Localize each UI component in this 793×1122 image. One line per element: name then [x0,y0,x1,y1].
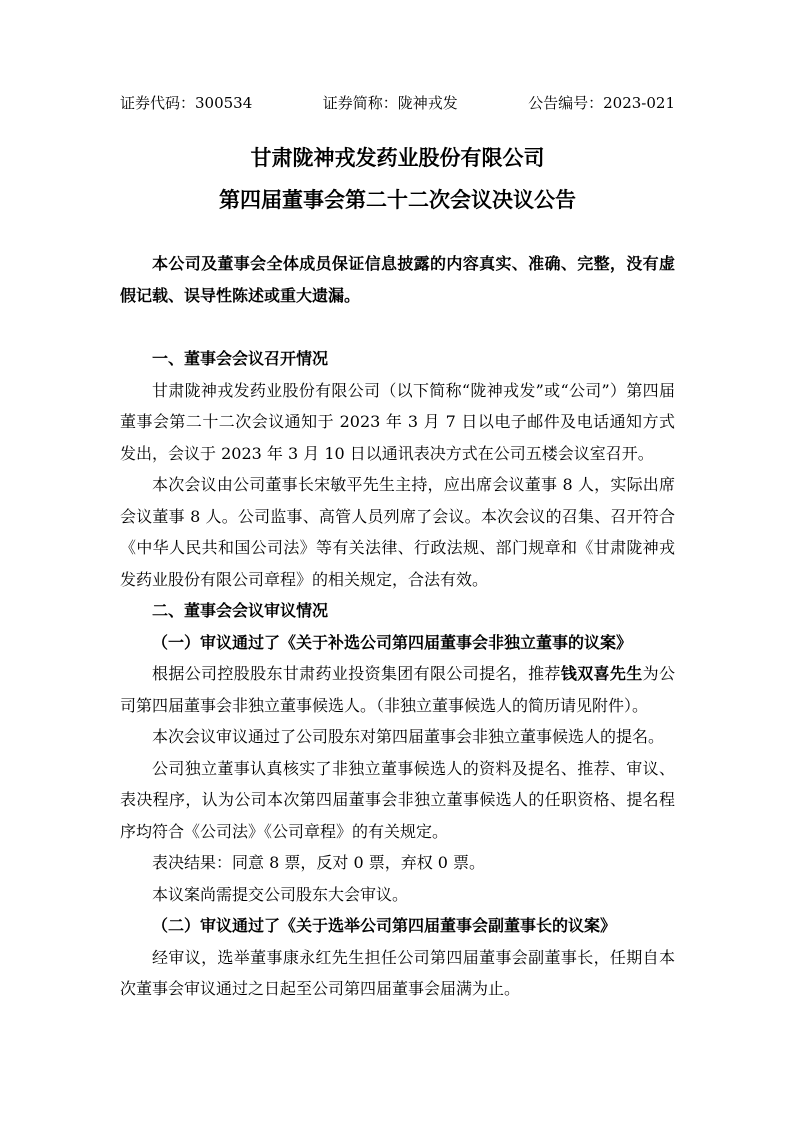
nomination-text-suffix: 为公司第四届董事会非独立董事候选人。（非独立董事候选人的简历请见附件）。 [120,664,675,715]
nomination-text-prefix: 根据公司控股股东甘肃药业投资集团有限公司提名，推荐 [152,664,561,683]
vote-result-item-1: 表决结果：同意 8 票，反对 0 票，弃权 0 票。 [152,853,486,872]
stock-abbreviation: 证券简称：陇神戎发 [322,94,458,112]
paragraph-nomination-approval: 本次会议审议通过了公司股东对第四届董事会非独立董事候选人的提名。 [152,727,665,746]
candidate-name: 钱双喜先生 [560,664,643,683]
announcement-number: 公告编号：2023-021 [528,94,675,112]
paragraph-shareholder-meeting-note: 本议案尚需提交公司股东大会审议。 [152,884,409,904]
section-2-heading: 二、董事会会议审议情况 [152,601,329,620]
paragraph-meeting-attendance: 本次会议由公司董事长宋敏平先生主持，应出席会议董事 8 人，实际出席会议董事 8 人。公司监事、高管人员列席了会议。本次会议的召集、召开符合《中华人民共和国公司法》等有关法律、行政法规、部门规章和《甘肃陇神戎发药业股份有限公司章程》的相关规定，合法有效。 [120,475,675,589]
paragraph-director-nomination [120,658,675,721]
company-name-title-line: 甘肃陇神戎发药业股份有限公司 [250,145,545,170]
document-title [120,137,675,221]
paragraph-vice-chairman-election: 经审议，选举董事康永红先生担任公司第四届董事会副董事长，任期自本次董事会审议通过之日起至公司第四届董事会届满为止。 [120,947,675,998]
disclaimer-statement: 本公司及董事会全体成员保证信息披露的内容真实、准确、完整，没有虚假记载、误导性陈述或重大遗漏。 [120,254,675,305]
stock-code: 证券代码：300534 [120,94,253,112]
item-2-heading: （二）审议通过了《关于选举公司第四届董事会副董事长的议案》 [152,916,617,935]
meeting-resolution-title-line: 第四届董事会第二十二次会议决议公告 [219,187,576,212]
paragraph-meeting-notice: 甘肃陇神戎发药业股份有限公司（以下简称“陇神戎发”或“公司”）第四届董事会第二十二次会议通知于 2023 年 3 月 7 日以电子邮件及电话通知方式发出，会议于 2023 年 3 月 10 日以通讯表决方式在公司五楼会议室召开。 [120,380,675,463]
document-header [120,93,675,113]
paragraph-independent-director-verification: 公司独立董事认真核实了非独立董事候选人的资料及提名、推荐、审议、表决程序，认为公司本次第四届董事会非独立董事候选人的任职资格、提名程序均符合《公司法》《公司章程》的有关规定。 [120,758,675,841]
item-1-heading: （一）审议通过了《关于补选公司第四届董事会非独立董事的议案》 [152,632,633,652]
section-1-heading: 一、董事会会议召开情况 [152,349,329,368]
